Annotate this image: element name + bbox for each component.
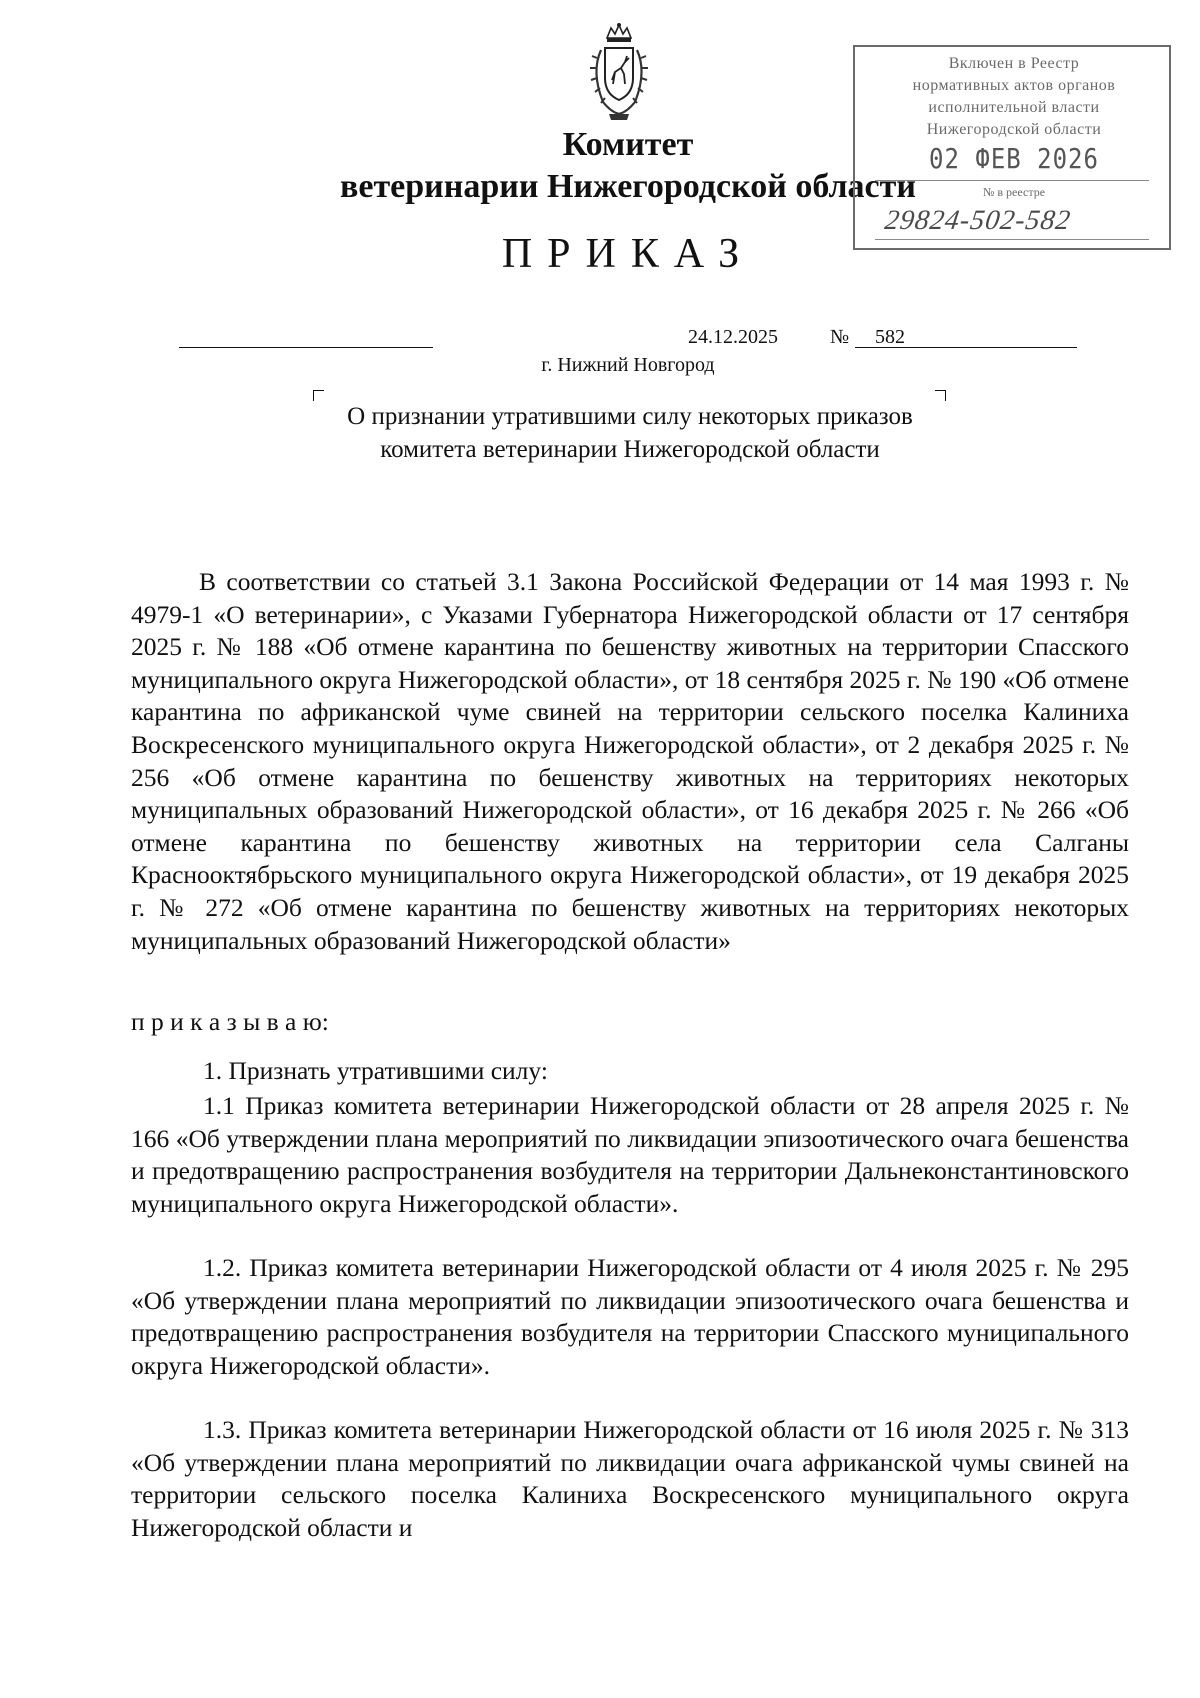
organization-name-line-2: ветеринарии Нижегородской области bbox=[340, 168, 916, 205]
registry-stamp bbox=[853, 45, 1171, 250]
order-date: 24.12.2025 bbox=[688, 326, 778, 348]
stamp-line-2: нормативных актов органов bbox=[912, 77, 1116, 94]
document-type-title: ПРИКАЗ bbox=[501, 231, 755, 277]
stamp-line-1: Включен в Реестр bbox=[948, 55, 1080, 72]
organization-name: Комитет bbox=[562, 126, 694, 163]
stamp-date: 02 ФЕВ 2026 bbox=[929, 142, 1099, 176]
number-underline bbox=[855, 347, 1077, 348]
preamble-paragraph: В соответствии со статьей 3.1 Закона Российской Федерации от 14 мая 1993 г. № 4979-1 «О ветеринарии», с Указами Губернатора Нижегородской области от 17 сентября 2025 г. № 188 «Об отмене карантина по бешенству животных на территории Спасского муниципального округа Нижегородской области», от 18 сентября 2025 г. № 190 «Об отмене карантина по африканской чуме свиней на территории сельского поселка Калиниха Воскресенского муниципального округа Нижегородской области», от 2 декабря 2025 г. № 256 «Об отмене карантина по бешенству животных на территориях некоторых муниципальных образований Нижегородской области», от 16 декабря 2025 г. № 266 «Об отмене карантина по бешенству животных на территории села Салганы Краснооктябрьского муниципального округа Нижегородской области», от 19 декабря 2025 г. № 272 «Об отмене карантина по бешенству животных на территориях некоторых муниципальных образований Нижегородской области» bbox=[131, 567, 1130, 955]
order-item-1: 1. Признать утратившими силу: bbox=[203, 1056, 548, 1085]
document-subject: О признании утратившими силу некоторых приказов комитета ветеринарии Нижегородской области bbox=[347, 403, 913, 463]
order-number-label: № bbox=[830, 326, 850, 348]
date-underline bbox=[179, 347, 433, 348]
stamp-registry-label: № в реестре bbox=[982, 185, 1046, 199]
stamp-divider-bottom bbox=[875, 239, 1149, 240]
stamp-registry-number: 29824-502-582 bbox=[882, 205, 1073, 236]
order-number: 582 bbox=[875, 326, 905, 348]
order-keyword: п р и к а з ы в а ю: bbox=[131, 1007, 329, 1036]
coat-of-arms-emblem bbox=[583, 22, 655, 122]
order-subitem-1-2: 1.2. Приказ комитета ветеринарии Нижегородской области от 4 июля 2025 г. № 295 «Об утверждении плана мероприятий по ликвидации эпизоотического очага бешенства и предотвращению распространения возбудителя на территории Спасского муниципального округа Нижегородской области». bbox=[131, 1253, 1129, 1380]
city: г. Нижний Новгород bbox=[541, 354, 715, 376]
order-subitem-1-1: 1.1 Приказ комитета ветеринарии Нижегородской области от 28 апреля 2025 г. № 166 «Об утверждении плана мероприятий по ликвидации эпизоотического очага бешенства и предотвращению распространения возбудителя на территории Дальнеконстантиновского муниципального округа Нижегородской области». bbox=[131, 1091, 1129, 1218]
stamp-divider bbox=[875, 180, 1149, 181]
stamp-line-4: Нижегородской области bbox=[926, 121, 1102, 138]
stamp-line-3: исполнительной власти bbox=[928, 99, 1100, 116]
order-subitem-1-3: 1.3. Приказ комитета ветеринарии Нижегородской области от 16 июля 2025 г. № 313 «Об утверждении плана мероприятий по ликвидации очага африканской чумы свиней на территории сельского поселка Калиниха Воскресенского муниципального округа Нижегородской области и bbox=[131, 1415, 1129, 1542]
